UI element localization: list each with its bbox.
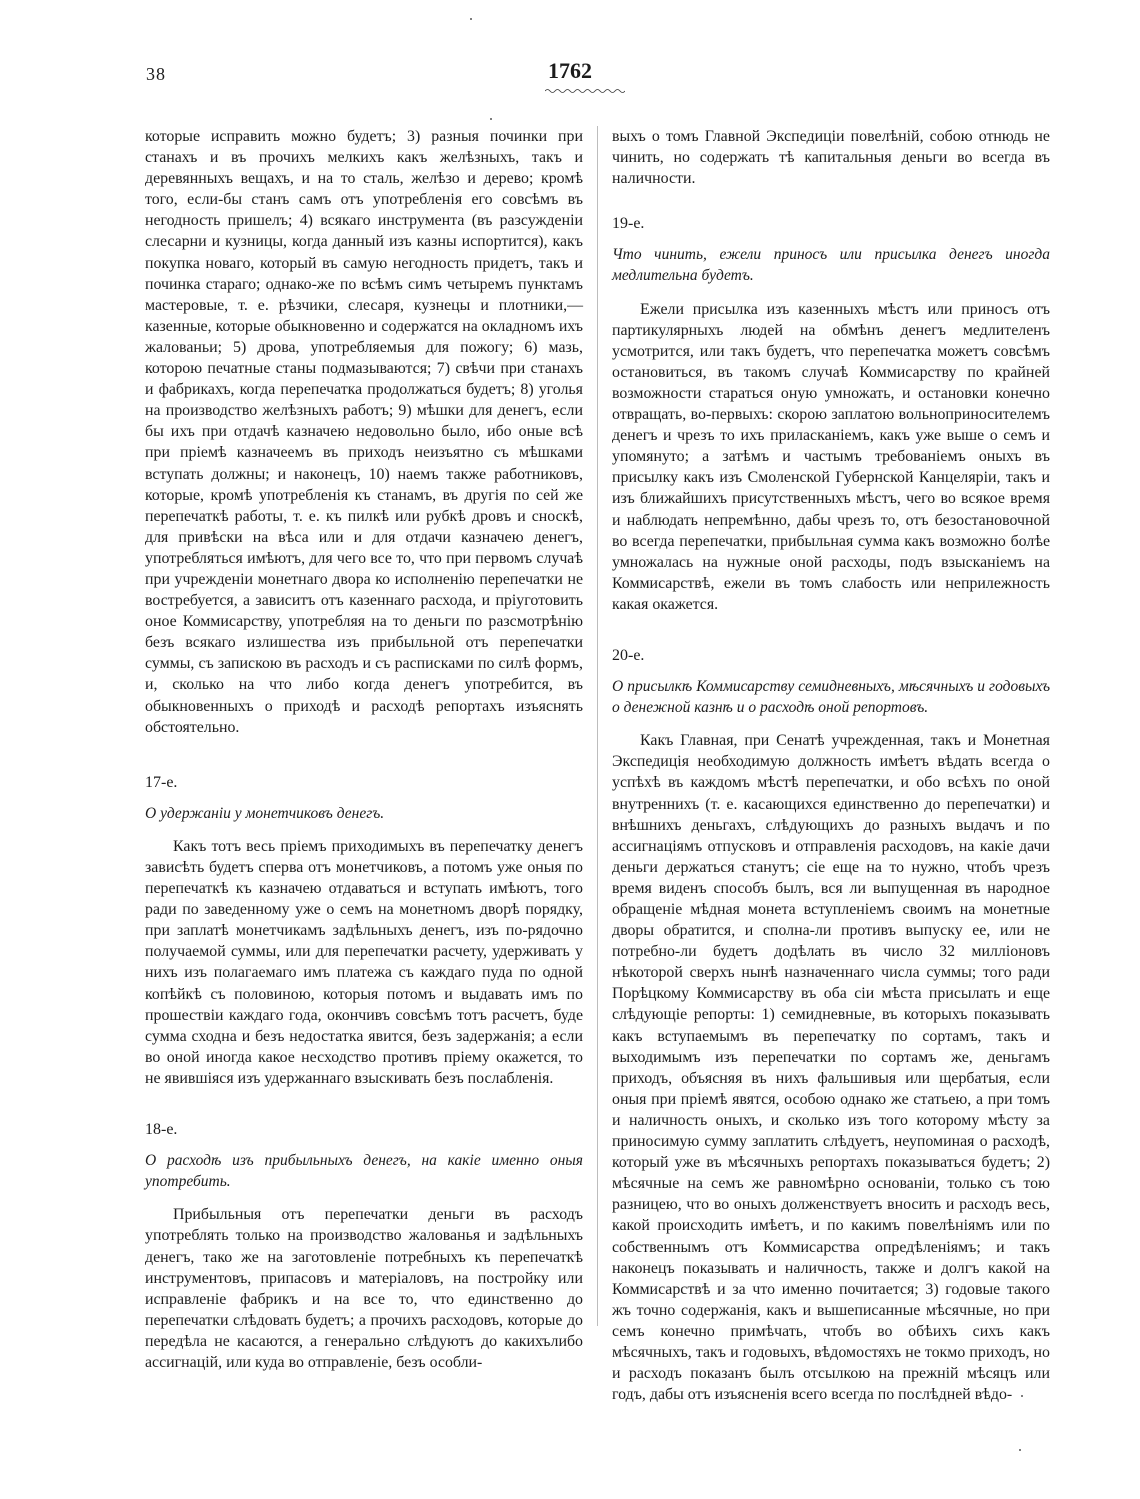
column-divider (597, 126, 598, 1326)
section-18-body: Прибыльныя отъ перепечатки деньги въ расходъ употреблять только на производство жалованья и задѣльныхъ денегъ, тако же на заготовленіе потребныхъ къ перепечаткѣ инструментовъ, припасовъ и матеріаловъ, на постройку или исправленіе фабрикъ и на все то, что единственно до перепечатки слѣдовать будетъ; а прочихъ расходовъ, которые до передѣла не касаются, а генерально слѣдуютъ до какихълибо ассигнацій, или куда во отправленіе, безъ особли- (145, 1206, 583, 1371)
left-column (145, 126, 583, 1373)
section-17-number: 17-е. (145, 773, 178, 791)
year-header: 1762 (548, 58, 592, 83)
paragraph-continuation: выхъ о томъ Главной Экспедиціи повелѣній, собою отнюдь не чинить, но содержать тѣ капитальныя деньги во всегда въ наличности. (612, 128, 1050, 188)
year-ornament (545, 88, 625, 94)
section-19-title: Что чинить, ежели приносъ или присылка денегъ иногда медлительна будетъ. (612, 246, 1050, 285)
section-17-body: Какъ тотъ весь пріемъ приходимыхъ въ перепечатку денегъ зависѣть будетъ сперва отъ монетчиковъ, а потомъ уже оныя по перепечаткѣ къ казначею отдаваться и вступать имѣютъ, того ради по заведенному уже о семъ на монетномъ дворѣ порядку, при заплатѣ монетчикамъ задѣльныхъ денегъ, изъ по-рядочно получаемой суммы, или для перепечатки расчету, удерживать у нихъ изъ полагаемаго имъ платежа съ каждаго пуда по одной копѣйкѣ съ половиною, которыя потомъ и выдавать имъ по прошествіи каждаго года, окончивъ совсѣмъ тотъ расчетъ, буде сумма сходна и безъ недостатка явится, безъ задержанія; а если во оной иногда какое несходство противъ пріему окажется, то не явившіяся изъ удержаннаго взыскивать безъ послабленія. (145, 837, 583, 1087)
scan-speck (470, 18, 472, 20)
right-column (612, 126, 1050, 1405)
scan-speck (1019, 1449, 1021, 1451)
scan-speck (490, 118, 492, 120)
section-20-title: О присылкѣ Коммисарству семидневныхъ, мѣсячныхъ и годовыхъ о денежной казнѣ и о расходѣ оной репортовъ. (612, 678, 1050, 717)
section-20-body: Какъ Главная, при Сенатѣ учрежденная, такъ и Монетная Экспедиція необходимую должность имѣетъ вѣдать всегда о успѣхѣ въ каждомъ мѣстѣ перепечатки, и обо всѣхъ по оной внутреннихъ (т. е. касающихся единственно до перепечатки) и внѣшнихъ деньгахъ, слѣдующихъ до разныхъ выдачъ и по ассигнаціямъ отпусковъ и отправленія расходовъ, на какіе дачи деньги держаться станутъ; сіе еще на то нужно, чтобъ чрезъ время виденъ способъ былъ, вся ли выпущенная въ народное обращеніе мѣдная монета вступленіемъ своимъ на монетные дворы обратится, и сполна-ли противъ выпуску ее, или не потребно-ли будетъ додѣлать въ число 32 милліоновъ нѣкоторой сверхъ нынѣ назначеннаго числа суммы; того ради Порѣцкому Коммисарству въ оба сіи мѣста присылать и еще слѣдующіе репорты: 1) семидневные, въ которыхъ показывать какъ вступаемымъ въ перепечатку по сортамъ, такъ и выходимымъ изъ перепечатки по сортамъ же, деньгамъ приходъ, объясняя въ нихъ фальшивыя или щербатыя, если оныя при пріемѣ явятся, особою однако же статьею, а при томъ и наличность оныхъ, и сколько изъ того которому мѣсту за приносимую сумму заплатить слѣдуетъ, неупоминая о расходѣ, который уже въ мѣсячныхъ репортахъ показываться будетъ; 2) мѣсячные на семъ же равномѣрно основаніи, только съ тою разницею, что во оныхъ долженствуетъ вносить и расходъ весь, какой происходить имѣетъ, и по какимъ повелѣніямъ или по собственнымъ отъ Коммисарства опредѣленіямъ; и такъ наконецъ показывать и наличность, также и долгъ какой на Коммисарствѣ и за что именно почитается; 3) годовые такого жъ точно содержанія, какъ и вышеписанные мѣсячные, но при семъ конечно примѣчать, чтобъ во обѣихъ сихъ какъ мѣсячныхъ, такъ и годовыхъ, вѣдомостяхъ не токмо приходъ, но и расходъ показанъ былъ отсылкою на прежній мѣсяцъ или годъ, дабы отъ изъясненія всего всегда по послѣдней вѣдо- (612, 732, 1050, 1404)
scan-speck (1021, 1395, 1023, 1397)
section-18-number: 18-е. (145, 1121, 178, 1139)
section-20-number: 20-е. (612, 646, 645, 664)
section-17-title: О удержаніи у монетчиковъ денегъ. (145, 804, 385, 822)
paragraph-intro: которые исправить можно будетъ; 3) разныя починки при станахъ и въ прочихъ мелкихъ какъ желѣзныхъ, такъ и деревянныхъ вещахъ, и на то сталь, желѣзо и дерево; кромѣ того, если-бы станъ самъ отъ употребленія его совсѣмъ въ негодность пришелъ; 4) всякаго инструмента (въ разсужденіи слесарни и кузницы, когда данный изъ казны испортится), какъ покупка новаго, который въ самую негодность придетъ, такъ и починка стараго; однако-же по всѣмъ симъ четыремъ пунктамъ мастеровые, т. е. рѣзчики, слесаря, кузнецы и плотники,—казенные, которые обыкновенно и содержатся на окладномъ ихъ жалованьи; 5) дрова, употребляемыя для пожогу; 6) мазь, которою печатные станы подмазываются; 7) свѣчи при станахъ и фабрикахъ, когда перепечатка продолжаться будетъ; 8) уголья на производство желѣзныхъ работъ; 9) мѣшки для денегъ, если бы ихъ при отдачѣ казначею недовольно было, ибо оные всѣ при пріемѣ казначеемъ въ приходъ неизъятно съ мѣшками вступать должны; и наконецъ, 10) наемъ также работниковъ, которые, кромѣ употребленія къ станамъ, въ другія по сей же перепечаткѣ работы, т. е. къ пилкѣ или рубкѣ дровъ и сноскѣ, для привѣски на вѣса или и для отдачи казначею денегъ, употребляться имѣютъ, для чего все то, что при первомъ случаѣ при учрежденіи монетнаго двора ко исполненію перепечатки не востребуется, а зависитъ отъ казеннаго расхода, и пріуготовить оное Коммисарству, употребляя на то деньги по разсмотрѣнію безъ всякаго излишества изъ прибыльной отъ перепечатки суммы, съ запискою въ расходъ и съ расписками по силѣ формъ, и, сколько на что либо когда денегъ употребится, въ обыкновенныхъ о приходѣ и расходѣ репортахъ изъяснять обстоятельно. (145, 128, 583, 736)
section-19-body: Ежели присылка изъ казенныхъ мѣстъ или приносъ отъ партикулярныхъ людей на обмѣнъ денегъ медлителенъ усмотрится, или такъ будетъ, что перепечатка можетъ совсѣмъ остановиться, въ такомъ случаѣ Коммисарству по крайней возможности стараться оную умножать, и остановки конечно отвращать, во-первыхъ: скорою заплатою вольноприносителемъ денегъ и чрезъ то ихъ приласканіемъ, какъ уже выше о семъ и упомянуто; а затѣмъ и частымъ требованіемъ оныхъ въ присылку какъ изъ Смоленской Губернской Канцеляріи, такъ и изъ ближайшихъ присутственныхъ мѣстъ, чего во всякое время и наблюдать непремѣнно, дабы чрезъ то, отъ безостановочной во всегда перепечатки, прибыльная сумма какъ возможно болѣе умножалась на нужные оной расходы, подъ взысканіемъ на Коммисарствѣ, ежели въ томъ слабость или неприлежность какая окажется. (612, 300, 1050, 613)
section-18-title: О расходѣ изъ прибыльныхъ денегъ, на какіе именно оныя употребить. (145, 1152, 583, 1191)
section-19-number: 19-е. (612, 215, 645, 233)
page-number: 38 (146, 64, 166, 84)
